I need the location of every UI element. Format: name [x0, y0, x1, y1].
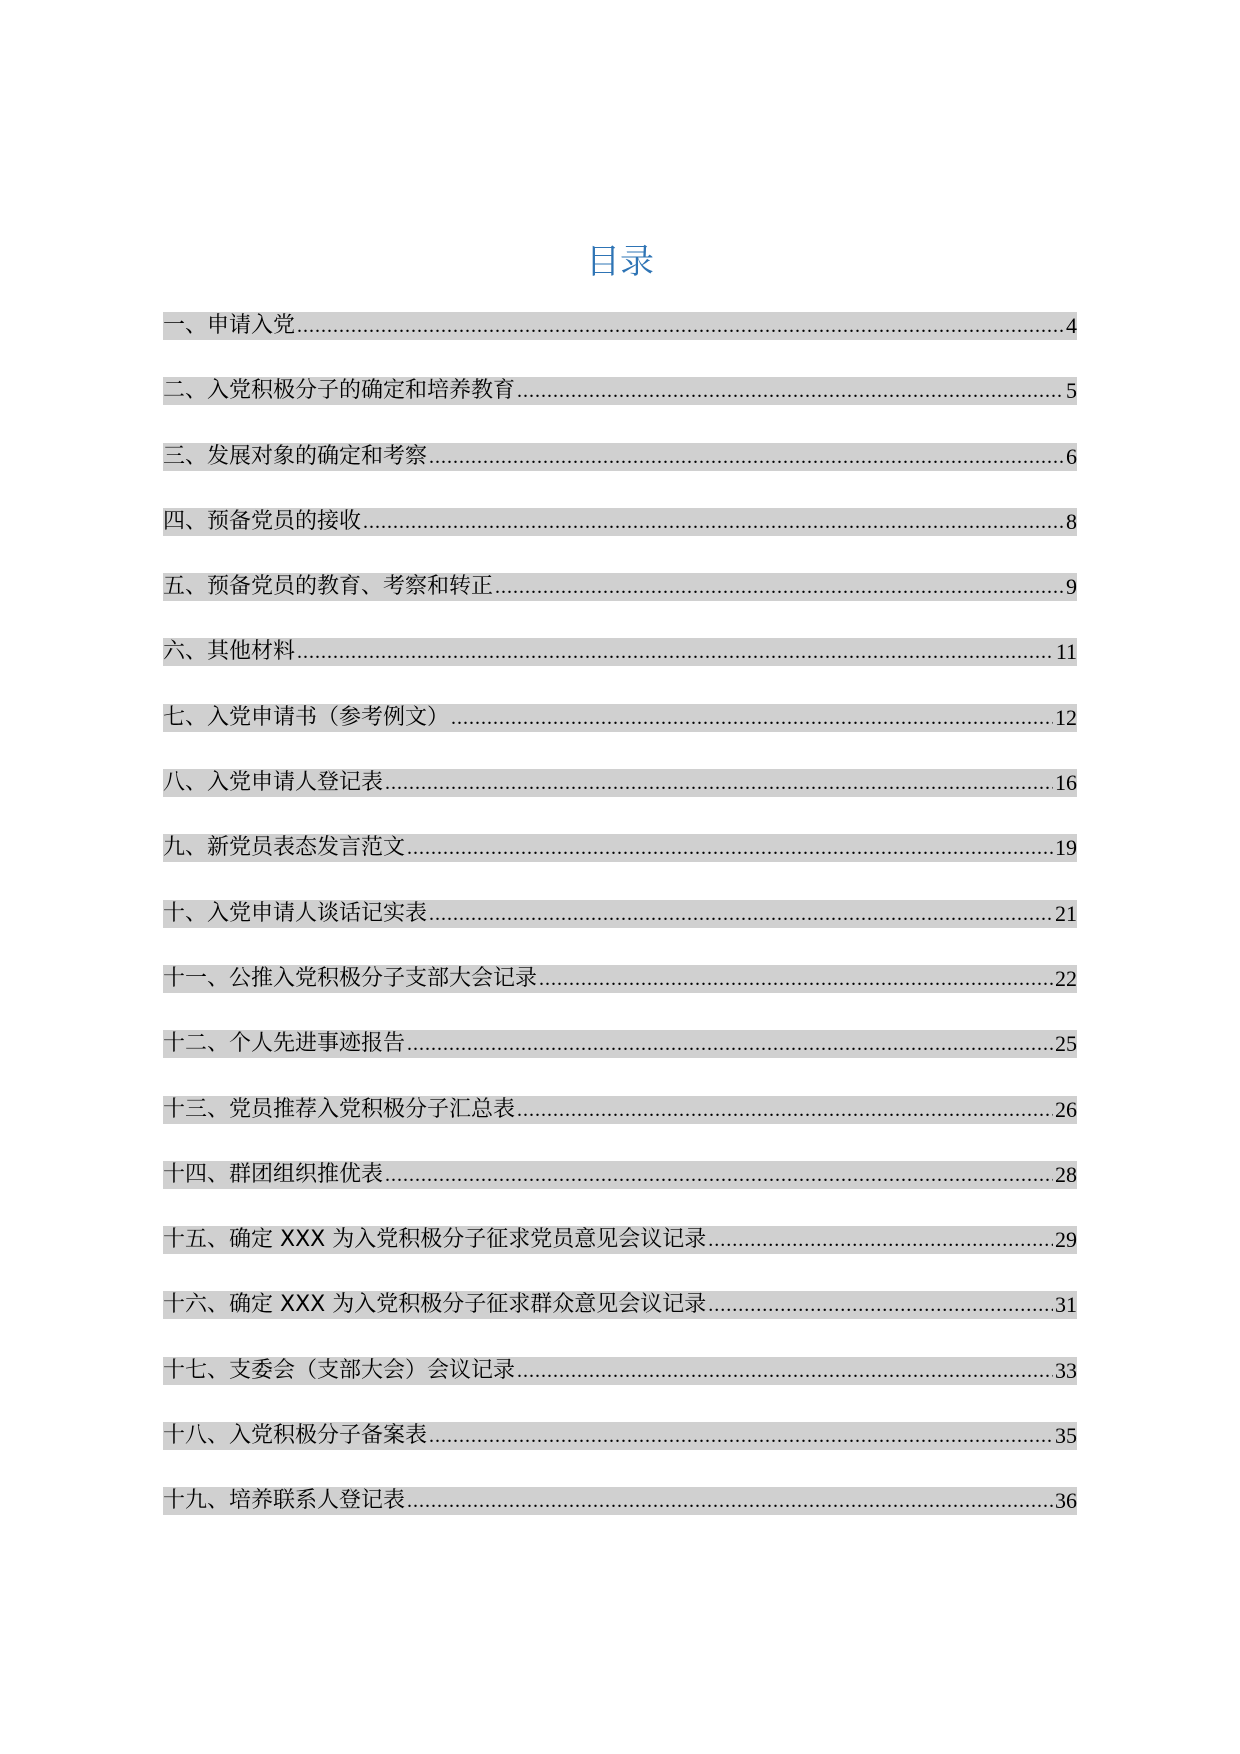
- toc-dot-leader: [297, 312, 1064, 340]
- toc-dot-leader: [708, 1226, 1053, 1254]
- toc-page-number: 35: [1055, 1423, 1077, 1449]
- toc-entry-label: 一、申请入党: [163, 313, 296, 338]
- toc-dot-leader: [385, 769, 1053, 797]
- toc-dot-leader: [429, 900, 1053, 928]
- toc-page-number: 9: [1066, 574, 1077, 600]
- toc-page-number: 5: [1066, 378, 1077, 404]
- toc-entry[interactable]: [163, 1487, 1077, 1515]
- toc-page-number: 16: [1055, 770, 1077, 796]
- toc-dot-leader: [451, 704, 1053, 732]
- toc-page-number: 11: [1055, 639, 1077, 665]
- toc-dot-leader: [407, 1487, 1053, 1515]
- toc-entry[interactable]: [163, 1096, 1077, 1124]
- toc-page-number: 29: [1055, 1227, 1077, 1253]
- toc-entry[interactable]: [163, 443, 1077, 471]
- toc-entry[interactable]: [163, 573, 1077, 601]
- toc-dot-leader: [385, 1161, 1053, 1189]
- toc-page-number: 6: [1066, 443, 1077, 469]
- toc-entry[interactable]: [163, 1226, 1077, 1254]
- toc-entry-label: 十七、支委会（支部大会）会议记录: [163, 1357, 516, 1383]
- toc-dot-leader: [517, 377, 1064, 405]
- toc-dot-leader: [297, 638, 1054, 666]
- toc-entry-label: 十八、入党积极分子备案表: [163, 1423, 428, 1449]
- toc-entry[interactable]: [163, 834, 1077, 862]
- toc-dot-leader: [708, 1291, 1053, 1319]
- toc-dot-leader: [429, 443, 1064, 471]
- toc-entry[interactable]: [163, 638, 1077, 666]
- toc-entry-label: 十九、培养联系人登记表: [163, 1488, 406, 1514]
- toc-entry[interactable]: [163, 769, 1077, 797]
- toc-entry[interactable]: [163, 1161, 1077, 1189]
- toc-dot-leader: [407, 1030, 1053, 1058]
- toc-entry[interactable]: [163, 1422, 1077, 1450]
- toc-page-number: 25: [1055, 1031, 1077, 1057]
- toc-entry-label: 四、预备党员的接收: [163, 508, 362, 534]
- toc-entry[interactable]: [163, 312, 1077, 340]
- toc-entry[interactable]: [163, 508, 1077, 536]
- toc-page-number: 28: [1055, 1161, 1077, 1187]
- toc-entry-label: 五、预备党员的教育、考察和转正: [163, 574, 494, 600]
- toc-page-number: 31: [1055, 1292, 1077, 1318]
- toc-dot-leader: [407, 834, 1053, 862]
- toc-page-number: 26: [1055, 1096, 1077, 1122]
- toc-dot-leader: [539, 965, 1053, 993]
- toc-entry-label: 二、入党积极分子的确定和培养教育: [163, 378, 516, 404]
- toc-page-number: 22: [1055, 965, 1077, 991]
- toc-entry-label: 六、其他材料: [163, 639, 296, 665]
- toc-entry-label: 十四、群团组织推优表: [163, 1161, 384, 1187]
- toc-entry[interactable]: [163, 900, 1077, 928]
- toc-dot-leader: [517, 1357, 1053, 1385]
- toc-entry[interactable]: [163, 704, 1077, 732]
- toc-page-number: 36: [1055, 1488, 1077, 1514]
- toc-entry-label: 九、新党员表态发言范文: [163, 835, 406, 861]
- table-of-contents: [163, 312, 1077, 1553]
- toc-entry-label: 十三、党员推荐入党积极分子汇总表: [163, 1096, 516, 1122]
- toc-entry-label: 十六、确定 XXX 为入党积极分子征求群众意见会议记录: [163, 1292, 707, 1318]
- toc-page-number: 8: [1066, 508, 1077, 534]
- toc-entry[interactable]: [163, 1291, 1077, 1319]
- toc-page-number: 4: [1066, 313, 1077, 338]
- toc-entry-label: 十五、确定 XXX 为入党积极分子征求党员意见会议记录: [163, 1227, 707, 1253]
- toc-title: 目录: [586, 242, 654, 282]
- toc-entry-label: 十二、个人先进事迹报告: [163, 1031, 406, 1057]
- toc-page-number: 19: [1055, 835, 1077, 861]
- toc-dot-leader: [517, 1096, 1053, 1124]
- toc-entry[interactable]: [163, 1357, 1077, 1385]
- toc-entry-label: 七、入党申请书（参考例文）: [163, 704, 450, 730]
- toc-entry-label: 八、入党申请人登记表: [163, 770, 384, 796]
- toc-entry[interactable]: [163, 377, 1077, 405]
- toc-entry-label: 三、发展对象的确定和考察: [163, 443, 428, 469]
- toc-dot-leader: [429, 1422, 1053, 1450]
- toc-dot-leader: [363, 508, 1064, 536]
- toc-page-number: 12: [1055, 704, 1077, 730]
- toc-entry-label: 十、入党申请人谈话记实表: [163, 900, 428, 926]
- toc-entry-label: 十一、公推入党积极分子支部大会记录: [163, 965, 538, 991]
- toc-page-number: 21: [1055, 900, 1077, 926]
- toc-dot-leader: [495, 573, 1064, 601]
- toc-entry[interactable]: [163, 1030, 1077, 1058]
- toc-entry[interactable]: [163, 965, 1077, 993]
- toc-page-number: 33: [1055, 1357, 1077, 1383]
